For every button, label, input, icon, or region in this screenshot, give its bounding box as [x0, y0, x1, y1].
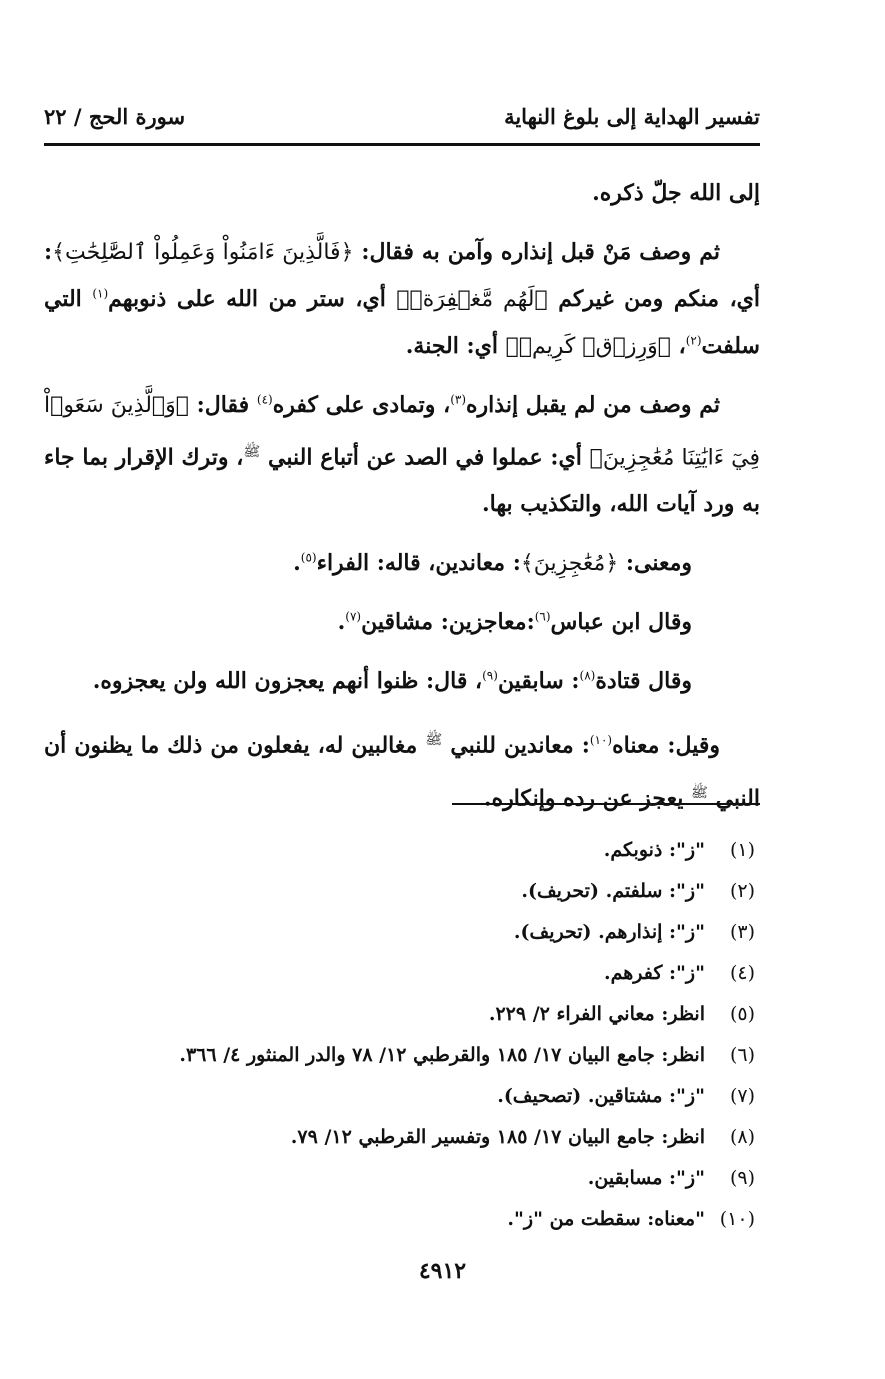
main-text	[44, 170, 760, 834]
paragraph-2	[44, 229, 760, 370]
footnote-ref: (٤)	[256, 392, 273, 407]
footnote-text: انظر: جامع البيان ١٧/ ١٨٥ وتفسير القرطبي ١٢/ ٧٩.	[290, 1126, 705, 1148]
quran-verse: ﴿فَالَّذِينَ ءَامَنُواْ وَعَمِلُواْ ٱلصَّٰلِحَٰتِ﴾	[52, 240, 354, 265]
salutation-glyph: ﷺ	[243, 444, 261, 460]
text-run: وقال قتادة	[595, 668, 692, 695]
text-run: فقال:	[188, 392, 257, 418]
surah-reference: سورة الحج / ٢٢	[44, 104, 186, 129]
footnote-ref: (٦)	[534, 610, 551, 624]
text-run: التي سلفت	[44, 286, 760, 359]
paragraph-5	[44, 599, 760, 646]
footnote-ref: (٨)	[579, 669, 596, 683]
paragraph-4	[44, 540, 760, 587]
footnote-divider	[452, 803, 760, 805]
footnote-number: (٧)	[729, 1085, 755, 1107]
footnotes-list	[35, 830, 755, 1240]
footnote-number: (٩)	[729, 1167, 755, 1189]
text-run: .	[293, 550, 301, 577]
paragraph-1: إلى الله جلّ ذكره.	[592, 180, 760, 206]
footnote-ref: (٣)	[450, 392, 467, 407]
text-run: ،	[670, 333, 686, 359]
footnote-number: (٨)	[729, 1126, 755, 1148]
footnote-text: "ز": ذنوبكم.	[603, 839, 705, 861]
footnote-number: (١٠)	[719, 1208, 755, 1230]
footnote-text: "ز": مسابقين.	[587, 1167, 705, 1189]
paragraph-7	[44, 717, 760, 822]
footnote-item	[35, 1199, 755, 1240]
text-run: ، وترك الإقرار بما جاء به ورد آيات الله، والتكذيب بها.	[44, 444, 760, 518]
footnote-number: (٦)	[729, 1044, 755, 1066]
text-run: : سابقين	[497, 668, 580, 695]
book-title: تفسير الهداية إلى بلوغ النهاية	[504, 104, 760, 129]
footnote-ref: (٥)	[300, 551, 317, 565]
footnote-item	[35, 994, 755, 1035]
footnote-item	[35, 871, 755, 912]
text-run: ومعنى:	[618, 550, 692, 577]
footnote-number: (٣)	[729, 921, 755, 943]
quran-verse: ﴿لَهُم مَّغۡفِرَةٞ﴾	[396, 287, 548, 312]
text-run: أي، ستر من الله على ذنوبهم	[108, 286, 397, 312]
text-run: يعجز عن رده وإنكاره.	[483, 784, 691, 811]
footnote-item	[35, 830, 755, 871]
footnote-ref: (٩)	[482, 669, 498, 683]
footnote-text: انظر: معاني الفراء ٢/ ٢٢٩.	[488, 1003, 705, 1025]
page-number: ٤٩١٢	[418, 1258, 467, 1284]
footnote-item	[35, 1117, 755, 1158]
footnote-text: "معناه: سقطت من "ز".	[507, 1208, 705, 1230]
text-run: مغالبين له، يفعلون من ذلك ما يظنون أن النبي	[44, 732, 760, 811]
page-header	[44, 104, 760, 144]
text-run: : أي، منكم ومن غيركم	[44, 239, 760, 312]
footnote-item	[35, 1035, 755, 1076]
text-run: وقال ابن عباس	[550, 609, 692, 636]
footnote-text: "ز": سلفتم. (تحريف).	[521, 880, 705, 902]
text-run: أي: الجنة.	[405, 333, 506, 359]
footnote-ref: (١)	[92, 286, 109, 301]
footnote-number: (٥)	[729, 1003, 755, 1025]
text-run: : معاندين، قاله: الفراء	[316, 550, 521, 577]
footnote-item	[35, 953, 755, 994]
text-run: :معاجزين: مشاقين	[361, 609, 535, 636]
text-run: ثم وصف من لم يقبل إنذاره	[466, 392, 720, 418]
text-run: وقيل: معناه	[612, 732, 720, 759]
footnote-text: "ز": إنذارهم. (تحريف).	[513, 921, 705, 943]
quran-verse: ﴿وَٱلَّذِينَ سَعَوۡاْ فِيٓ ءَايَٰتِنَا مُعَٰجِزِينَ﴾	[44, 393, 761, 471]
footnote-item	[35, 912, 755, 953]
footnote-number: (١)	[729, 839, 755, 861]
footnote-item	[35, 1076, 755, 1117]
footnote-ref: (١٠)	[589, 733, 613, 748]
text-run: .	[337, 609, 346, 636]
text-run: : معاندين للنبي	[442, 732, 590, 759]
quran-verse: ﴿مُعَٰجِزِينَ﴾	[520, 551, 619, 577]
header-divider	[44, 143, 760, 146]
footnote-ref: (٢)	[685, 333, 702, 348]
salutation-glyph: ﷺ	[690, 784, 708, 801]
footnote-text: "ز": كفرهم.	[603, 962, 705, 984]
footnote-number: (٤)	[729, 962, 755, 984]
text-run: ، قال: ظنوا أنهم يعجزون الله ولن يعجزوه.	[92, 668, 483, 695]
footnote-number: (٢)	[729, 880, 755, 902]
salutation-glyph: ﷺ	[425, 732, 443, 749]
footnote-ref: (٧)	[345, 610, 362, 624]
paragraph-3	[44, 382, 760, 528]
footnote-item	[35, 1158, 755, 1199]
footnote-text: "ز": مشتاقين. (تصحيف).	[497, 1085, 705, 1107]
text-run: ثم وصف مَنْ قبل إنذاره وآمن به فقال:	[353, 239, 720, 265]
footnote-text: انظر: جامع البيان ١٧/ ١٨٥ والقرطبي ١٢/ ٧٨ والدر المنثور ٤/ ٣٦٦.	[179, 1044, 705, 1066]
paragraph-6	[44, 658, 760, 705]
text-run: أي: عملوا في الصد عن أتباع النبي	[260, 444, 590, 471]
text-run: ، وتمادى على كفره	[272, 392, 451, 418]
quran-verse: ﴿وَرِزۡقٞ كَرِيمٞ﴾	[505, 334, 671, 359]
